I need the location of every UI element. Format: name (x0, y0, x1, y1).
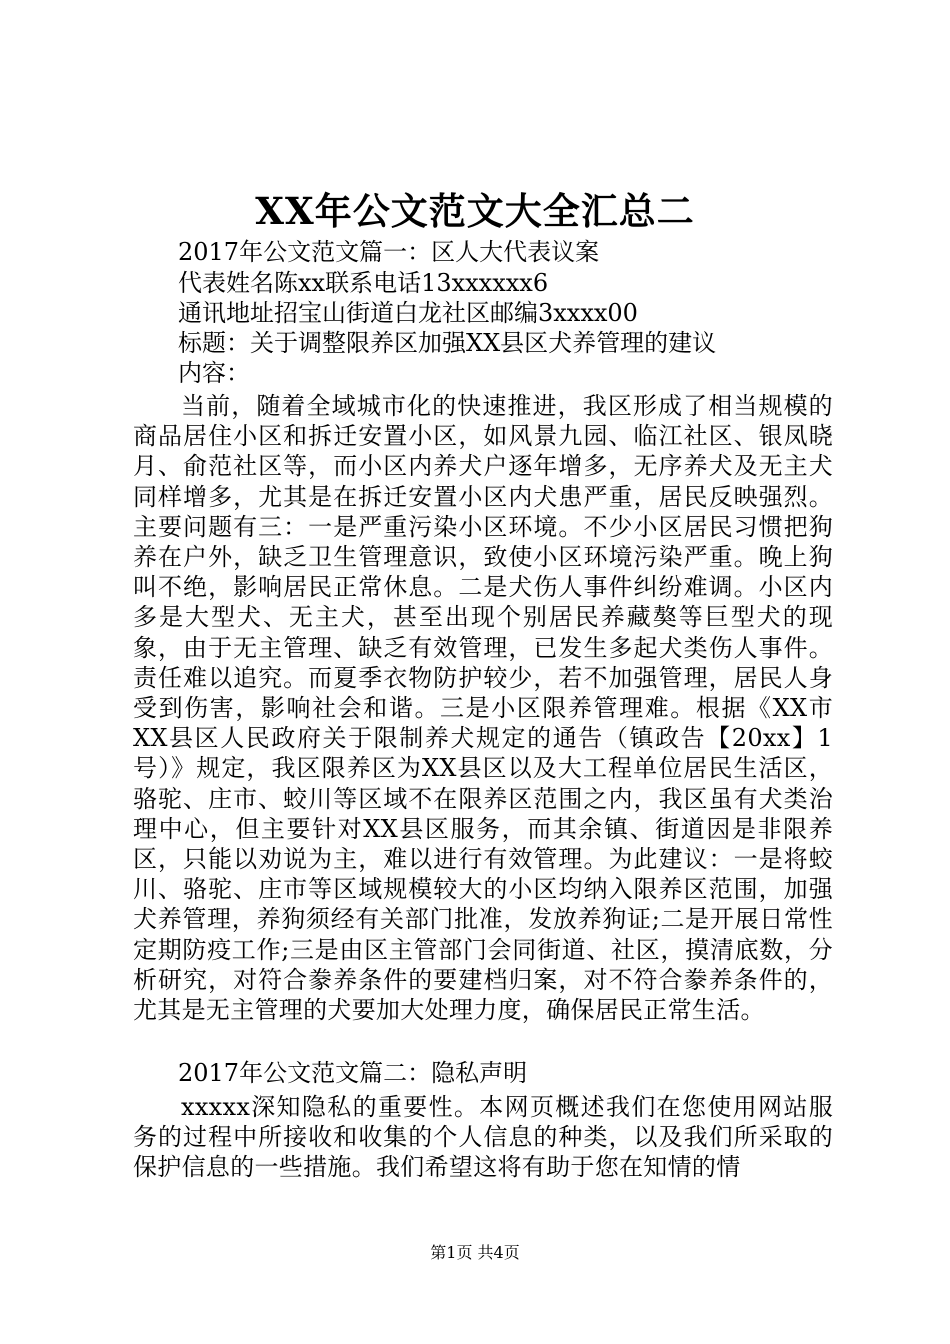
page-number-footer: 第1页 共4页 (430, 1243, 520, 1262)
content-label: 内容： (178, 359, 250, 387)
document-title: XX年公文范文大全汇总二 (255, 189, 695, 233)
subject-line: 标题：关于调整限养区加强XX县区犬养管理的建议 (178, 329, 717, 357)
body-paragraph-2: xxxxx深知隐私的重要性。本网页概述我们在您使用网站服务的过程中所接收和收集的个人信息的种类，以及我们所采取的保护信息的一些措施。我们希望这将有助于您在知情的情 (133, 1093, 833, 1182)
body-paragraph-1: 当前，随着全域城市化的快速推进，我区形成了相当规模的商品居住小区和拆迁安置小区，如风景九园、临江社区、银凤晓月、俞范社区等，而小区内养犬户逐年增多，无序养犬及无主犬同样增多，尤其是在拆迁安置小区内犬患严重，居民反映强烈。主要问题有三：一是严重污染小区环境。不少小区居民习惯把狗养在户外，缺乏卫生管理意识，致使小区环境污染严重。晚上狗叫不绝，影响居民正常休息。二是犬伤人事件纠纷难调。小区内多是大型犬、无主犬，甚至出现个别居民养藏獒等巨型犬的现象，由于无主管理、缺乏有效管理，已发生多起犬类伤人事件。责任难以追究。而夏季衣物防护较少，若不加强管理，居民人身受到伤害，影响社会和谐。三是小区限养管理难。根据《XX市XX县区人民政府关于限制养犬规定的通告（镇政告【20xx】1号）》规定，我区限养区为XX县区以及大工程单位居民生活区，骆驼、庄市、蛟川等区域不在限养区范围之内，我区虽有犬类治理中心，但主要针对XX县区服务，而其余镇、街道因是非限养区，只能以劝说为主，难以进行有效管理。为此建议：一是将蛟川、骆驼、庄市等区域规模较大的小区均纳入限养区范围，加强犬养管理，养狗须经有关部门批准，发放养狗证;二是开展日常性定期防疫工作;三是由区主管部门会同街道、社区，摸清底数，分析研究，对符合豢养条件的要建档归案，对不符合豢养条件的，尤其是无主管理的犬要加大处理力度，确保居民正常生活。 (133, 392, 833, 1025)
article-2-heading: 2017年公文范文篇二：隐私声明 (178, 1059, 528, 1087)
representative-info-line: 代表姓名陈xx联系电话13xxxxxx6 (178, 269, 549, 297)
article-1-heading: 2017年公文范文篇一：区人大代表议案 (178, 238, 600, 266)
address-line: 通讯地址招宝山街道白龙社区邮编3xxxx00 (178, 299, 638, 327)
